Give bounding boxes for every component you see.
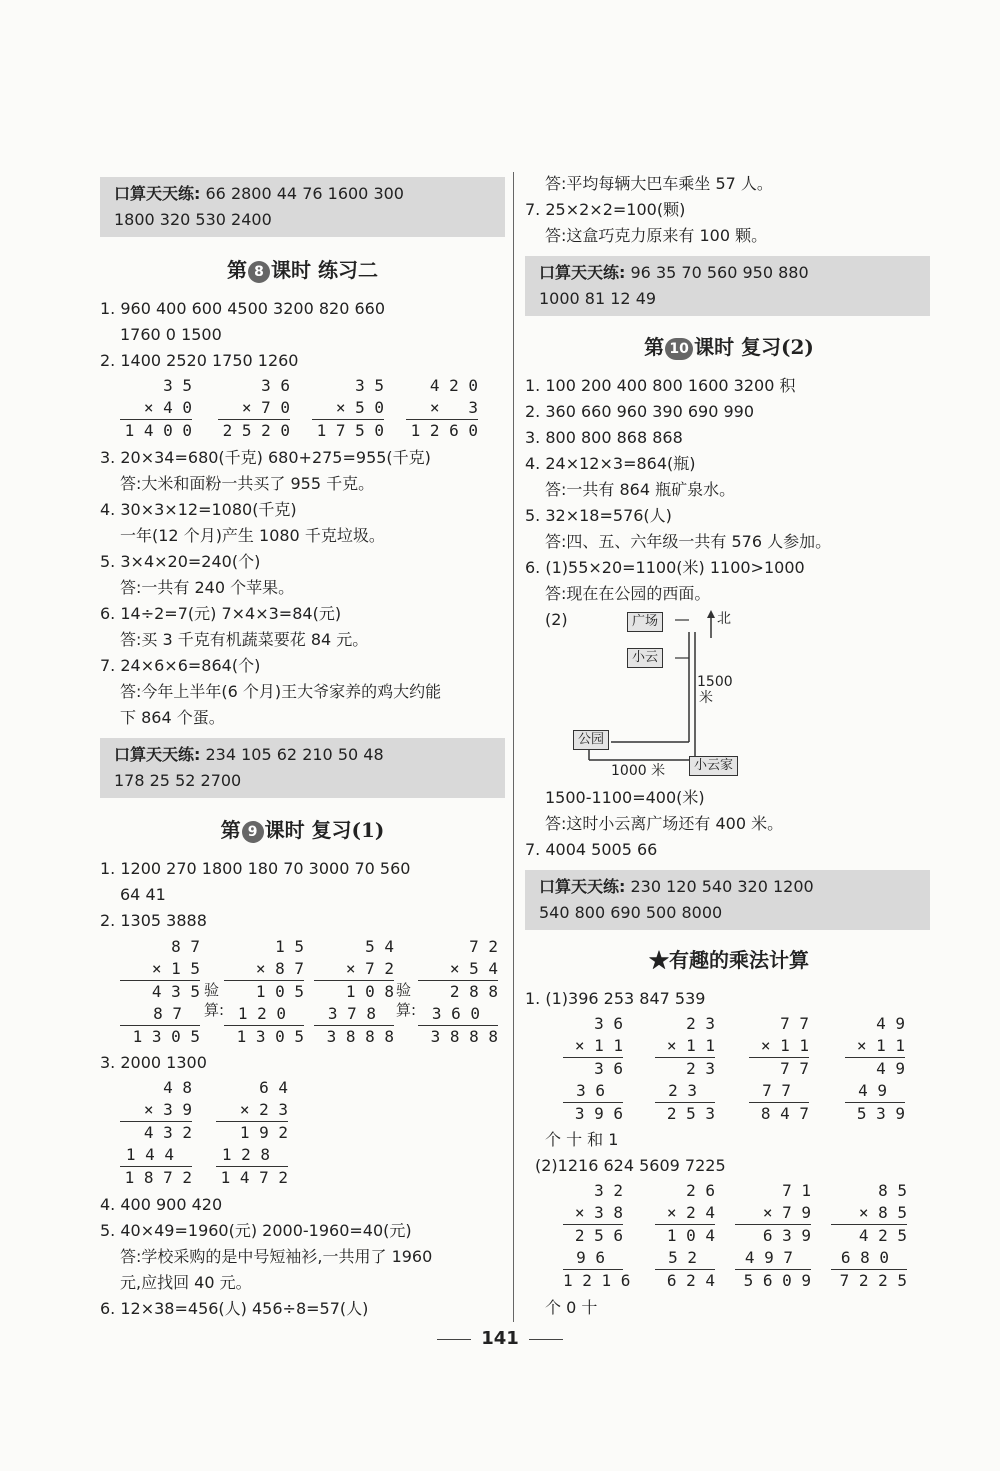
vertical-calc: 3 5 × 5 0 1 7 5 0: [312, 375, 384, 442]
horizontal-distance-label: 1000 米: [611, 763, 666, 779]
answer-line: 5. 32×18=576(人): [525, 506, 672, 525]
answer-line: 一年(12 个月)产生 1080 千克垃圾。: [120, 526, 385, 545]
vertical-calc: 5 4 × 7 2 1 0 8 3 7 8 3 8 8 8: [314, 936, 394, 1048]
answer-line: 1. 1200 270 1800 180 70 3000 70 560: [100, 859, 411, 878]
vertical-distance-label: 1500 米: [697, 674, 733, 706]
lesson-title: 第 9 课时 复习(1): [220, 818, 385, 842]
mental-drill-box: [525, 870, 930, 930]
mental-drill-box: [100, 177, 505, 237]
answer-line: 元,应找回 40 元。: [120, 1273, 252, 1292]
vertical-calc: 2 3 × 1 1 2 3 2 3 2 5 3: [655, 1013, 715, 1125]
answer-line: 5. 40×49=1960(元) 2000-1960=40(元): [100, 1221, 412, 1240]
drill-line: 540 800 690 500 8000: [539, 903, 723, 922]
answer-line: (2)1216 624 5609 7225: [535, 1156, 726, 1175]
vertical-calc: 2 6 × 2 4 1 0 4 5 2 6 2 4: [655, 1180, 715, 1292]
vertical-calc: 7 2 × 5 4 2 8 8 3 6 0 3 8 8 8: [418, 936, 498, 1048]
drill-line: 178 25 52 2700: [114, 771, 242, 790]
park-label: 公园: [573, 730, 609, 750]
home-label: 小云家: [689, 756, 738, 776]
vertical-calc: 1 5 × 8 7 1 0 5 1 2 0 1 3 0 5: [224, 936, 304, 1048]
answer-line: 答:一共有 240 个苹果。: [120, 578, 295, 597]
answer-line: 7. 24×6×6=864(个): [100, 656, 261, 675]
vertical-calc: 8 7 × 1 5 4 3 5 8 7 1 3 0 5: [120, 936, 200, 1048]
vertical-calc: 3 6 × 7 0 2 5 2 0: [218, 375, 290, 442]
lesson-title: 第 10 课时 复习(2): [644, 335, 814, 359]
check-label: 验算:: [204, 981, 225, 1019]
vertical-calc: 4 2 0 × 3 1 2 6 0: [406, 375, 478, 442]
plaza-label: 广场: [627, 612, 663, 632]
page-number: 141: [0, 1328, 1000, 1349]
mental-drill-box: [100, 738, 505, 798]
vertical-calc: 4 9 × 1 1 4 9 4 9 5 3 9: [845, 1013, 905, 1125]
answer-line: 1. 100 200 400 800 1600 3200 积: [525, 376, 796, 395]
lesson-number: 10: [665, 338, 693, 360]
vertical-calc: 6 4 × 2 3 1 9 2 1 2 8 1 4 7 2: [216, 1077, 288, 1189]
vertical-calc: 4 8 × 3 9 4 3 2 1 4 4 1 8 7 2: [120, 1077, 192, 1189]
route-lines: [565, 610, 795, 785]
drill-label: 口算天天练:: [539, 877, 626, 896]
drill-label: 口算天天练:: [539, 263, 626, 282]
column-divider: [513, 172, 514, 1322]
answer-line: 2. 1400 2520 1750 1260: [100, 351, 299, 370]
answer-line: 答:学校采购的是中号短袖衫,一共用了 1960: [120, 1247, 433, 1266]
answer-line: 答:大米和面粉一共买了 955 千克。: [120, 474, 375, 493]
answer-line: (2): [545, 610, 568, 629]
answer-line: 答:这时小云离广场还有 400 米。: [545, 814, 784, 833]
answer-line: 个 0 十: [545, 1298, 598, 1317]
drill-line: 1800 320 530 2400: [114, 210, 272, 229]
answer-line: 3. 800 800 868 868: [525, 428, 683, 447]
lesson-number: 9: [242, 821, 264, 843]
mental-drill-box: [525, 256, 930, 316]
vertical-calc: 8 5 × 8 5 4 2 5 6 8 0 7 2 2 5: [831, 1180, 907, 1292]
route-diagram: [565, 610, 795, 785]
answer-line: 答:现在在公园的西面。: [545, 584, 711, 603]
drill-line: 66 2800 44 76 1600 300: [205, 184, 404, 203]
answer-line: 1760 0 1500: [120, 325, 222, 344]
vertical-calc: 7 7 × 1 1 7 7 7 7 8 4 7: [749, 1013, 809, 1125]
drill-line: 230 120 540 320 1200: [630, 877, 814, 896]
vertical-calc: 3 6 × 1 1 3 6 3 6 3 9 6: [563, 1013, 623, 1125]
answer-line: 64 41: [120, 885, 166, 904]
vertical-calc: 3 2 × 3 8 2 5 6 9 6 1 2 1 6: [563, 1181, 631, 1290]
answer-line: 2. 1305 3888: [100, 911, 207, 930]
lesson-number: 8: [248, 261, 270, 283]
answer-line: 2. 360 660 960 390 690 990: [525, 402, 755, 421]
answer-line: 4. 30×3×12=1080(千克): [100, 500, 297, 519]
answer-line: 6. 14÷2=7(元) 7×4×3=84(元): [100, 604, 342, 623]
answer-line: 6. (1)55×20=1100(米) 1100>1000: [525, 558, 805, 577]
answer-line: 7. 4004 5005 66: [525, 840, 658, 859]
drill-label: 口算天天练:: [114, 184, 201, 203]
answer-line: 下 864 个蛋。: [120, 708, 225, 727]
answer-line: 6. 12×38=456(人) 456÷8=57(人): [100, 1299, 369, 1318]
check-label: 验算:: [396, 981, 417, 1019]
vertical-calc: 3 5 × 4 0 1 4 0 0: [120, 375, 192, 442]
answer-line: 答:一共有 864 瓶矿泉水。: [545, 480, 736, 499]
answer-line: 答:这盒巧克力原来有 100 颗。: [545, 226, 768, 245]
lesson-title: 第 8 课时 练习二: [227, 258, 378, 282]
answer-line: 4. 24×12×3=864(瓶): [525, 454, 696, 473]
vertical-calc: 7 1 × 7 9 6 3 9 4 9 7 5 6 0 9: [735, 1180, 811, 1292]
section-title: ★有趣的乘法计算: [649, 948, 809, 972]
answer-line: 1. 960 400 600 4500 3200 820 660: [100, 299, 385, 318]
answer-line: 5. 3×4×20=240(个): [100, 552, 261, 571]
answer-line: 4. 400 900 420: [100, 1195, 223, 1214]
north-label: 北: [717, 611, 731, 627]
drill-line: 234 105 62 210 50 48: [205, 745, 384, 764]
answer-line: 1500-1100=400(米): [545, 788, 705, 807]
xiaoyun-label: 小云: [627, 648, 663, 668]
answer-line: 个 十 和 1: [545, 1130, 619, 1149]
answer-line: 3. 20×34=680(千克) 680+275=955(千克): [100, 448, 431, 467]
answer-line: 答:买 3 千克有机蔬菜要花 84 元。: [120, 630, 369, 649]
answer-line: 答:今年上半年(6 个月)王大爷家养的鸡大约能: [120, 682, 442, 701]
answer-line: 3. 2000 1300: [100, 1053, 207, 1072]
answer-line: 1. (1)396 253 847 539: [525, 989, 706, 1008]
drill-label: 口算天天练:: [114, 745, 201, 764]
answer-line: 答:平均每辆大巴车乘坐 57 人。: [545, 174, 773, 193]
answer-line: 7. 25×2×2=100(颗): [525, 200, 686, 219]
answer-line: 答:四、五、六年级一共有 576 人参加。: [545, 532, 832, 551]
drill-line: 1000 81 12 49: [539, 289, 657, 308]
drill-line: 96 35 70 560 950 880: [630, 263, 809, 282]
